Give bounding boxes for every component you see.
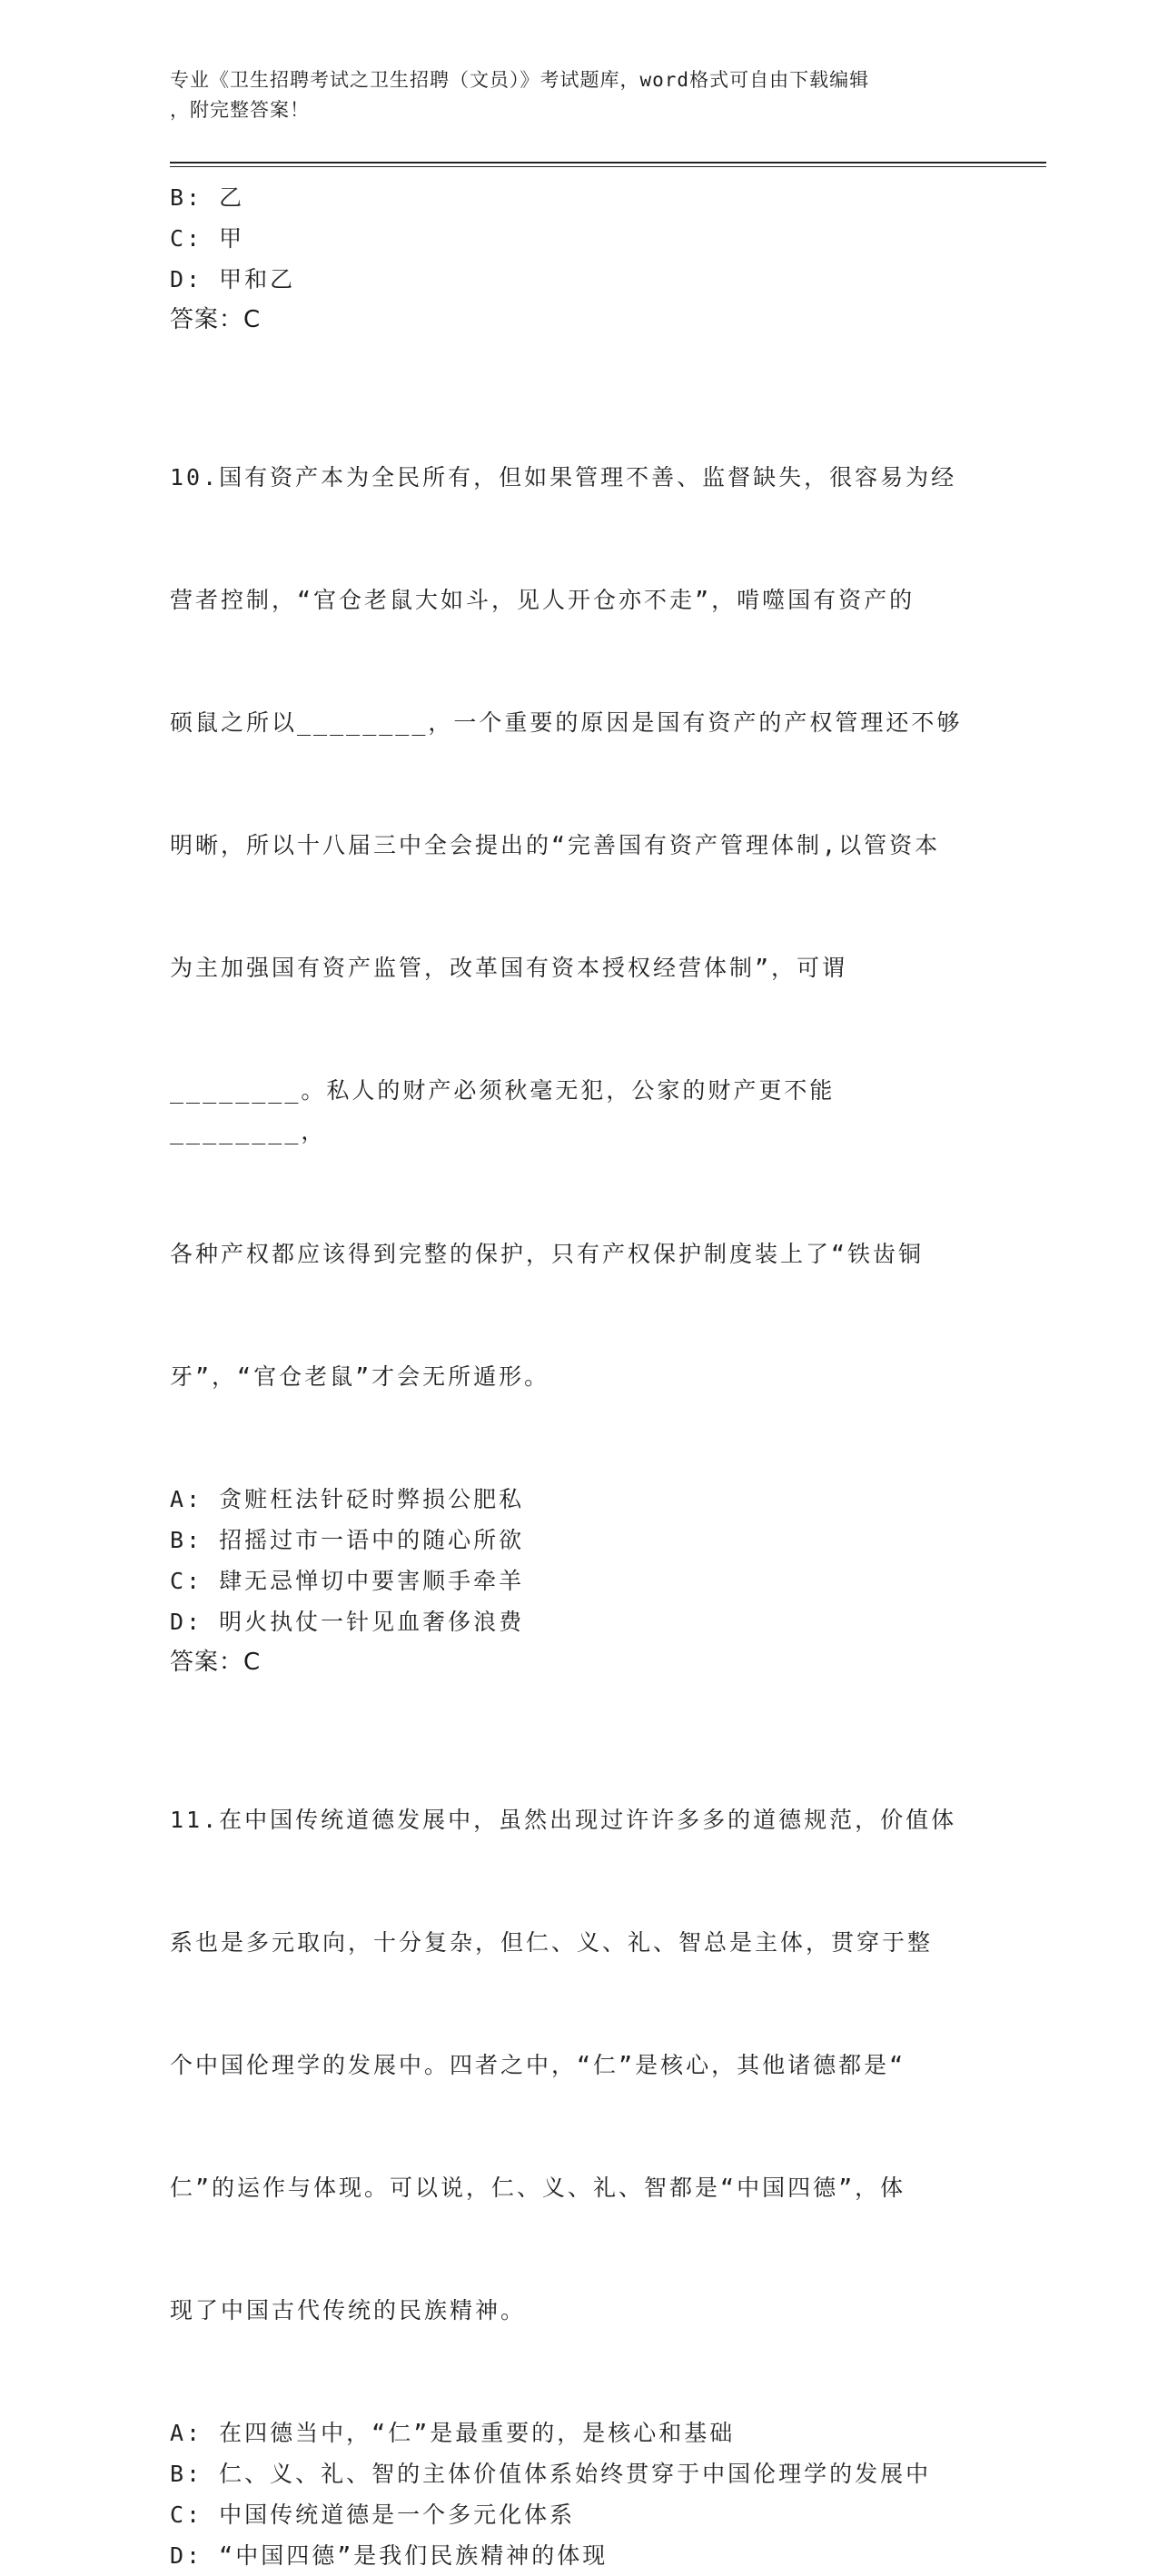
stem-line: 硕鼠之所以________，一个重要的原因是国有资产的产权管理还不够	[170, 709, 963, 736]
document-header	[170, 65, 987, 125]
answer-line: 答案：C	[170, 1649, 262, 1676]
option-d: D: 明火执仗一针见血奢侈浪费	[170, 1609, 525, 1635]
option-b: B: 仁、义、礼、智的主体价值体系始终贯穿于中国伦理学的发展中	[170, 2461, 932, 2487]
question-10-stem	[170, 375, 987, 1479]
header-line-2: ，附完整答案！	[170, 99, 310, 121]
option-a: A: 在四德当中，“仁”是最重要的，是核心和基础	[170, 2420, 736, 2446]
stem-line: 10.国有资产本为全民所有，但如果管理不善、监督缺失，很容易为经	[170, 464, 957, 490]
stem-line: 11.在中国传统道德发展中，虽然出现过许许多多的道德规范，价值体	[170, 1807, 957, 1833]
header-divider-thick	[170, 162, 1046, 163]
stem-line: 为主加强国有资产监管，改革国有资本授权经营体制”，可谓	[170, 955, 848, 981]
stem-line: 牙”，“官仓老鼠”才会无所遁形。	[170, 1363, 550, 1390]
option-b: B: 招摇过市一语中的随心所欲	[170, 1527, 525, 1553]
answer-line: 答案：C	[170, 306, 262, 333]
stem-line: 营者控制，“官仓老鼠大如斗，见人开仓亦不走”，啃噬国有资产的	[170, 587, 916, 613]
stem-line: 明晰，所以十八届三中全会提出的“完善国有资产管理体制,以管资本	[170, 832, 941, 858]
question-10	[170, 375, 987, 1683]
stem-line: 个中国伦理学的发展中。四者之中，“仁”是核心，其他诸德都是“	[170, 2052, 906, 2078]
option-c: C: 中国传统道德是一个多元化体系	[170, 2502, 576, 2528]
option-c: C: 甲	[170, 225, 245, 252]
option-c: C: 肆无忌惮切中要害顺手牵羊	[170, 1568, 525, 1594]
stem-line: 各种产权都应该得到完整的保护，只有产权保护制度装上了“铁齿铜	[170, 1241, 925, 1267]
header-line-1: 专业《卫生招聘考试之卫生招聘（文员）》考试题库，word格式可自由下载编辑	[170, 69, 870, 91]
stem-line: ________。私人的财产必须秋毫无犯，公家的财产更不能________，	[170, 1077, 836, 1144]
stem-line: 现了中国古代传统的民族精神。	[170, 2297, 527, 2323]
stem-line: 系也是多元取向，十分复杂，但仁、义、礼、智总是主体，贯穿于整	[170, 1929, 934, 1956]
document-body	[170, 177, 987, 2576]
option-d: D: “中国四德”是我们民族精神的体现	[170, 2542, 609, 2569]
header-divider-thin	[170, 166, 1046, 167]
question-9-tail	[170, 177, 987, 341]
question-11-stem	[170, 1718, 987, 2413]
option-a: A: 贪赃枉法针砭时弊损公肥私	[170, 1486, 525, 1512]
option-b: B: 乙	[170, 184, 245, 211]
stem-line: 仁”的运作与体现。可以说，仁、义、礼、智都是“中国四德”，体	[170, 2175, 906, 2201]
question-11	[170, 1718, 987, 2576]
option-d: D: 甲和乙	[170, 266, 296, 292]
